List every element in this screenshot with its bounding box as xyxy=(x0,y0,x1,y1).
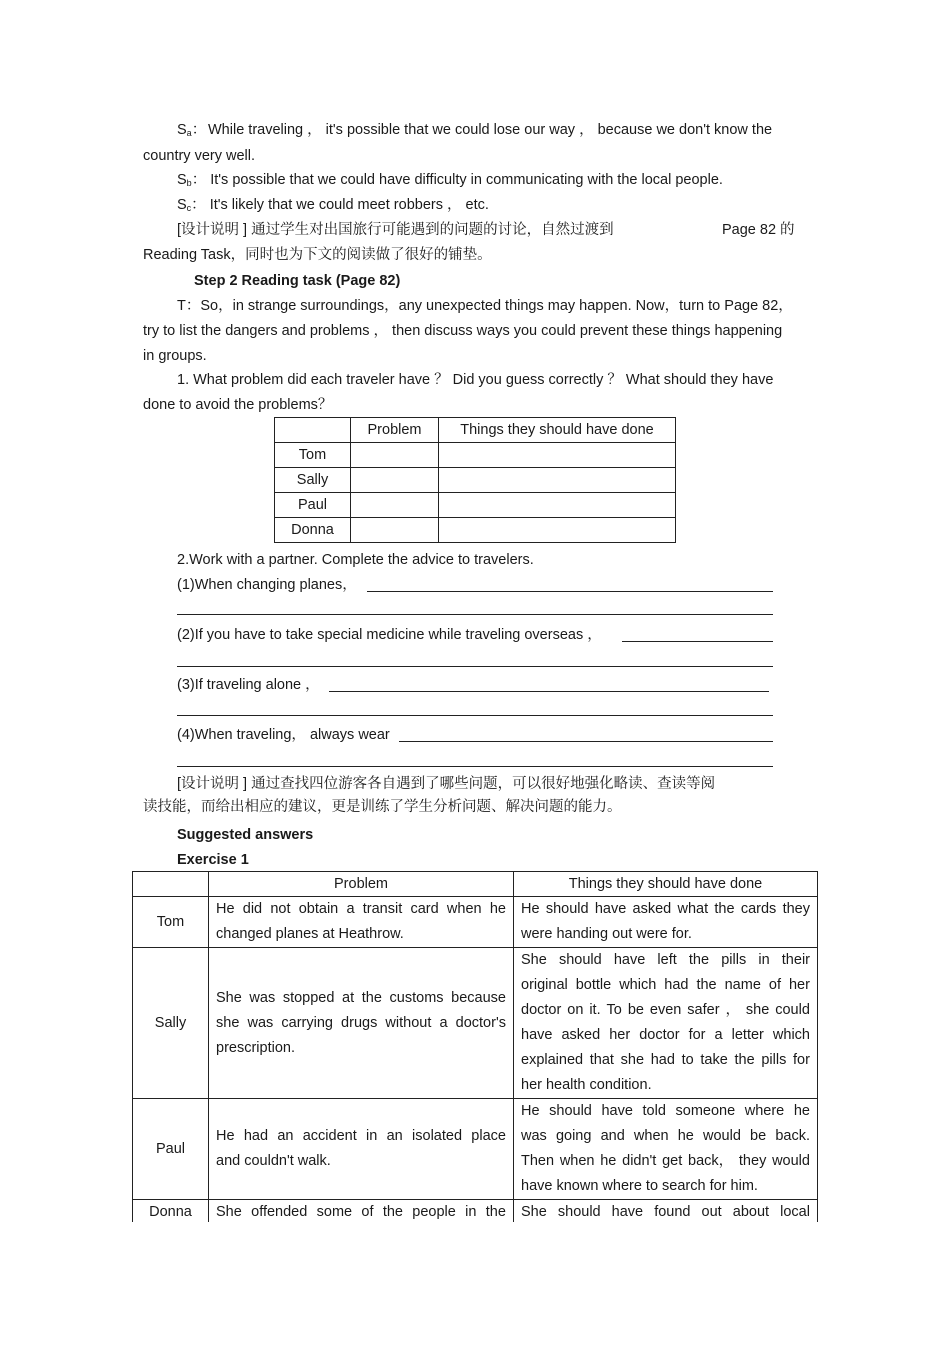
table-row xyxy=(275,443,676,468)
advice-item-1-text: (1)When changing planes， xyxy=(177,577,357,593)
exercise-1-title: Exercise 1 xyxy=(177,852,249,868)
answer-header-cell: Things they should have done xyxy=(514,872,818,897)
problem-line: She offended some of the people in the xyxy=(216,1204,506,1220)
question2-title: 2.Work with a partner. Complete the advice to travelers. xyxy=(177,552,534,568)
advice-item-3 xyxy=(177,676,320,694)
table-row xyxy=(133,948,818,1099)
advice-item-4-text: (4)When traveling， always wear xyxy=(177,727,390,743)
table-row xyxy=(275,493,676,518)
table-header-cell: Problem xyxy=(351,418,439,443)
answer-blank[interactable] xyxy=(367,591,773,592)
advice-line: She should have found out about local xyxy=(521,1204,810,1220)
answer-sb: $S_b$： It's possible that we could have difficulty in communicating with the local people. xyxy=(177,172,723,188)
problem-line: changed planes at Heathrow. xyxy=(216,926,404,942)
sb-text: It's possible that we could have difficulty in communicating with the local people. xyxy=(210,172,723,188)
design-note-2-line1: [设计说明 ] 通过查找四位游客各自遇到了哪些问题，可以很好地强化略读、查读等阅 xyxy=(177,776,716,792)
answer-blank[interactable] xyxy=(177,614,773,615)
answer-sa-text-line1 xyxy=(208,121,800,139)
answer-table-header-row xyxy=(133,872,818,897)
question1-line2: done to avoid the problems？ xyxy=(143,397,333,413)
advice-item-2 xyxy=(177,626,602,644)
advice-line: He should have asked what the cards they xyxy=(521,901,810,917)
table-row xyxy=(275,518,676,543)
advice-line: She should have left the pills in their xyxy=(521,952,810,968)
design-note-1-line1: [设计说明 ] 通过学生对出国旅行可能遇到的问题的讨论，自然过渡到 xyxy=(177,222,614,238)
teacher-line1: T：So，in strange surroundings，any unexpected things may happen. Now，turn to Page 82， xyxy=(177,298,793,314)
problem-line: He had an accident in an isolated place xyxy=(216,1128,506,1144)
design-note-1-line2: Reading Task，同时也为下文的阅读做了很好的铺垫。 xyxy=(143,247,492,263)
advice-line: were handing out were for. xyxy=(521,926,692,942)
problem-cell xyxy=(209,1099,514,1200)
advice-item-4 xyxy=(177,726,390,744)
traveler-name: Paul xyxy=(133,1099,209,1200)
advice-item-2-text: (2)If you have to take special medicine while traveling overseas ， xyxy=(177,627,602,643)
traveler-name: Sally xyxy=(133,948,209,1099)
step2-heading: Step 2 Reading task (Page 82) xyxy=(194,273,401,289)
problem-line: She was stopped at the customs because xyxy=(216,989,506,1006)
advice-line: explained that she had to take the pills for xyxy=(521,1052,810,1068)
blank-cell[interactable] xyxy=(351,443,439,468)
blank-cell[interactable] xyxy=(439,518,676,543)
traveler-name: Paul xyxy=(275,493,351,518)
answer-sa xyxy=(177,121,206,142)
sc-text: It's likely that we could meet robbers ， etc. xyxy=(209,197,489,213)
answer-blank[interactable] xyxy=(177,715,773,716)
answer-table xyxy=(132,871,818,1240)
answer-header-cell xyxy=(133,872,209,897)
worksheet-table xyxy=(274,417,676,543)
answer-blank[interactable] xyxy=(177,666,773,667)
problem-cell xyxy=(209,948,514,1099)
page-bottom-margin xyxy=(0,1222,950,1345)
table-header-cell: Things they should have done xyxy=(439,418,676,443)
advice-cell xyxy=(514,1099,818,1200)
problem-line: He did not obtain a transit card when he xyxy=(216,901,506,917)
table-header-cell xyxy=(275,418,351,443)
answer-blank[interactable] xyxy=(622,641,773,642)
traveler-name: Tom xyxy=(275,443,351,468)
advice-item-1 xyxy=(177,576,357,594)
table-header-row xyxy=(275,418,676,443)
problem-line: and couldn't walk. xyxy=(216,1153,331,1169)
blank-cell[interactable] xyxy=(439,468,676,493)
teacher-line2: try to list the dangers and problems ， then discuss ways you could prevent these things happening xyxy=(143,323,783,339)
blank-cell[interactable] xyxy=(351,518,439,543)
teacher-line3: in groups. xyxy=(143,348,207,364)
traveler-name: Donna xyxy=(275,518,351,543)
advice-line: have known where to search for him. xyxy=(521,1178,758,1194)
traveler-name: Tom xyxy=(133,897,209,948)
question1-line1: 1. What problem did each traveler have ？ Did you guess correctly ？ What should they have xyxy=(177,372,774,388)
advice-item-3-text: (3)If traveling alone ， xyxy=(177,677,320,693)
answer-blank[interactable] xyxy=(329,691,769,692)
advice-cell xyxy=(514,897,818,948)
design-note-2-line2: 读技能，而给出相应的建议，更是训练了学生分析问题、解决问题的能力。 xyxy=(143,799,622,815)
problem-cell xyxy=(209,897,514,948)
design-note-1-page: Page 82 的 xyxy=(722,222,795,238)
table-row xyxy=(133,897,818,948)
answer-blank[interactable] xyxy=(399,741,773,742)
advice-line: doctor on it. To be even safer ， she could xyxy=(521,1002,810,1018)
problem-line: prescription. xyxy=(216,1039,295,1056)
answer-blank[interactable] xyxy=(177,766,773,767)
answer-sc: $S_c$： It's likely that we could meet robbers ， etc. xyxy=(177,197,489,213)
answer-header-cell: Problem xyxy=(209,872,514,897)
table-row xyxy=(133,1099,818,1200)
blank-cell[interactable] xyxy=(351,468,439,493)
advice-line: her health condition. xyxy=(521,1077,652,1093)
advice-line: was going and when he would be back. xyxy=(521,1128,810,1144)
traveler-name: Donna xyxy=(133,1200,209,1240)
problem-line: she was carrying drugs without a doctor's xyxy=(216,1014,506,1031)
advice-line: Then when he didn't get back， they would xyxy=(521,1153,810,1169)
advice-line: original bottle which had the name of her xyxy=(521,977,810,993)
advice-line: have asked her doctor for a letter which xyxy=(521,1027,810,1043)
suggested-answers-title: Suggested answers xyxy=(177,827,314,843)
blank-cell[interactable] xyxy=(439,443,676,468)
sa-text-l1: While traveling ， it's possible that we could lose our way ， because we don't know the xyxy=(208,122,773,138)
sa-label: $S_a$： xyxy=(177,122,207,138)
answer-sa-text-line2: country very well. xyxy=(143,148,256,164)
advice-line: He should have told someone where he xyxy=(521,1103,810,1119)
traveler-name: Sally xyxy=(275,468,351,493)
advice-cell xyxy=(514,948,818,1099)
table-row xyxy=(275,468,676,493)
blank-cell[interactable] xyxy=(351,493,439,518)
blank-cell[interactable] xyxy=(439,493,676,518)
